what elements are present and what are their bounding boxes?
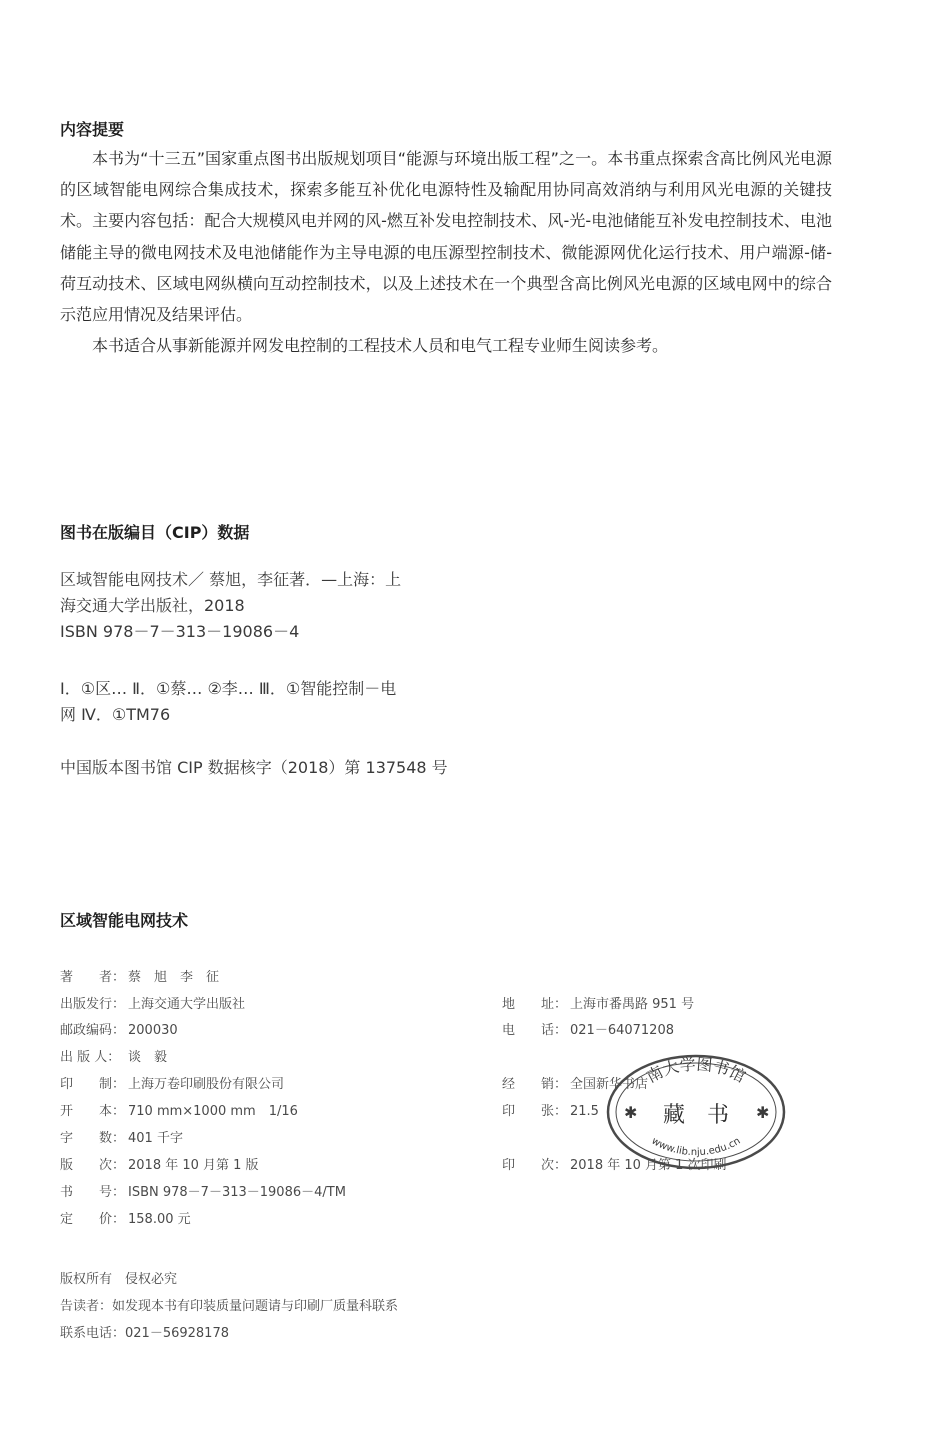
info-value: 158.00 元 — [128, 1212, 191, 1227]
info-label: 经 销： — [502, 1077, 568, 1092]
stamp-bottom-text: www.lib.nju.edu.cn — [649, 1135, 743, 1159]
cip-heading: 图书在版编目（CIP）数据 — [60, 523, 250, 542]
info-label: 出版发行： — [60, 997, 126, 1012]
info-row-wordcount — [60, 1130, 183, 1148]
info-row-author — [60, 969, 219, 987]
copyright-rights: 版权所有 侵权必究 — [60, 1272, 178, 1287]
stamp-top-text: 南大学图书馆 — [643, 1054, 749, 1087]
info-value: 2018 年 10 月第 1 版 — [128, 1158, 259, 1173]
info-row-format — [60, 1103, 298, 1121]
info-value: 200030 — [128, 1023, 178, 1038]
library-stamp — [604, 1048, 788, 1172]
info-row-postcode — [60, 1022, 178, 1040]
stamp-star-right-icon: ✱ — [756, 1103, 770, 1122]
copyright-phone: 联系电话：021－56928178 — [60, 1326, 229, 1341]
info-value: 上海交通大学出版社 — [128, 997, 246, 1012]
info-row-sheets — [502, 1103, 599, 1121]
info-value: 上海万卷印刷股份有限公司 — [128, 1077, 285, 1092]
stamp-center-text: 藏 书 — [662, 1103, 730, 1128]
info-label: 电 话： — [502, 1023, 568, 1038]
summary-paragraph-1: 本书为“十三五”国家重点图书出版规划项目“能源与环境出版工程”之一。本书重点探索含高比例风光电源的区域智能电网综合集成技术，探索多能互补优化电源特性及输配用协同高效消纳与利用风光电源的关键技术。主要内容包括：配合大规模风电并网的风-燃互补发电控制技术、风-光-电池储能互补发电控制技术、电池储能主导的微电网技术及电池储能作为主导电源的电压源型控制技术、微能源网优化运行技术、用户端源-储-荷互动技术、区域电网纵横向互动控制技术，以及上述技术在一个典型含高比例风光电源的区域电网中的综合示范应用情况及结果评估。 — [60, 149, 832, 325]
info-row-edition — [60, 1157, 259, 1175]
info-value: 401 千字 — [128, 1131, 183, 1146]
info-label: 印 制： — [60, 1077, 126, 1092]
info-label: 邮政编码： — [60, 1023, 126, 1038]
info-label: 版 次： — [60, 1158, 126, 1173]
info-value: 021－64071208 — [570, 1023, 674, 1038]
cip-block — [60, 567, 401, 645]
info-value: ISBN 978－7－313－19086－4/TM — [128, 1185, 346, 1200]
info-label: 定 价： — [60, 1212, 126, 1227]
info-row-phone — [502, 1022, 674, 1040]
info-value: 全国新华书店 — [570, 1077, 649, 1092]
info-value: 上海市番禺路 951 号 — [570, 997, 695, 1012]
info-label: 出 版 人： — [60, 1050, 121, 1065]
book-title: 区域智能电网技术 — [60, 911, 189, 930]
stamp-star-left-icon: ✱ — [624, 1103, 638, 1122]
cip-line-4: Ⅰ．①区… Ⅱ．①蔡… ②李… Ⅲ．①智能控制－电 — [60, 679, 397, 698]
cip-classification — [60, 676, 396, 728]
info-label: 印 次： — [502, 1158, 568, 1173]
info-value: 710 mm×1000 mm 1/16 — [128, 1104, 298, 1119]
info-label: 著 者： — [60, 970, 126, 985]
cip-line-2: 海交通大学出版社，2018 — [60, 596, 245, 615]
info-label: 印 张： — [502, 1104, 568, 1119]
cip-line-3: ISBN 978－7－313－19086－4 — [60, 622, 300, 641]
info-label: 书 号： — [60, 1185, 126, 1200]
info-row-publisher — [60, 996, 245, 1014]
summary-heading: 内容提要 — [60, 120, 125, 139]
summary-paragraph-2: 本书适合从事新能源并网发电控制的工程技术人员和电气工程专业师生阅读参考。 — [92, 336, 669, 356]
info-value: 2018 年 10 月第 1 次印刷 — [570, 1158, 727, 1173]
info-row-printer — [60, 1076, 284, 1094]
info-row-publisher-head — [60, 1049, 167, 1067]
info-label: 字 数： — [60, 1131, 126, 1146]
info-label: 开 本： — [60, 1104, 126, 1119]
info-value: 谈 毅 — [128, 1050, 168, 1065]
info-value: 21.5 — [570, 1104, 599, 1119]
info-row-price — [60, 1211, 191, 1229]
cip-record: 中国版本图书馆 CIP 数据核字（2018）第 137548 号 — [60, 758, 448, 777]
info-value: 蔡 旭 李 征 — [128, 970, 220, 985]
cip-line-1: 区域智能电网技术／ 蔡旭，李征著．—上海：上 — [60, 570, 402, 589]
copyright-notice: 告读者：如发现本书有印装质量问题请与印刷厂质量科联系 — [60, 1299, 399, 1314]
info-row-isbn — [60, 1184, 346, 1202]
cip-line-5: 网 Ⅳ．①TM76 — [60, 705, 171, 724]
summary-body — [60, 143, 832, 361]
info-label: 地 址： — [502, 997, 568, 1012]
info-row-address — [502, 996, 694, 1014]
